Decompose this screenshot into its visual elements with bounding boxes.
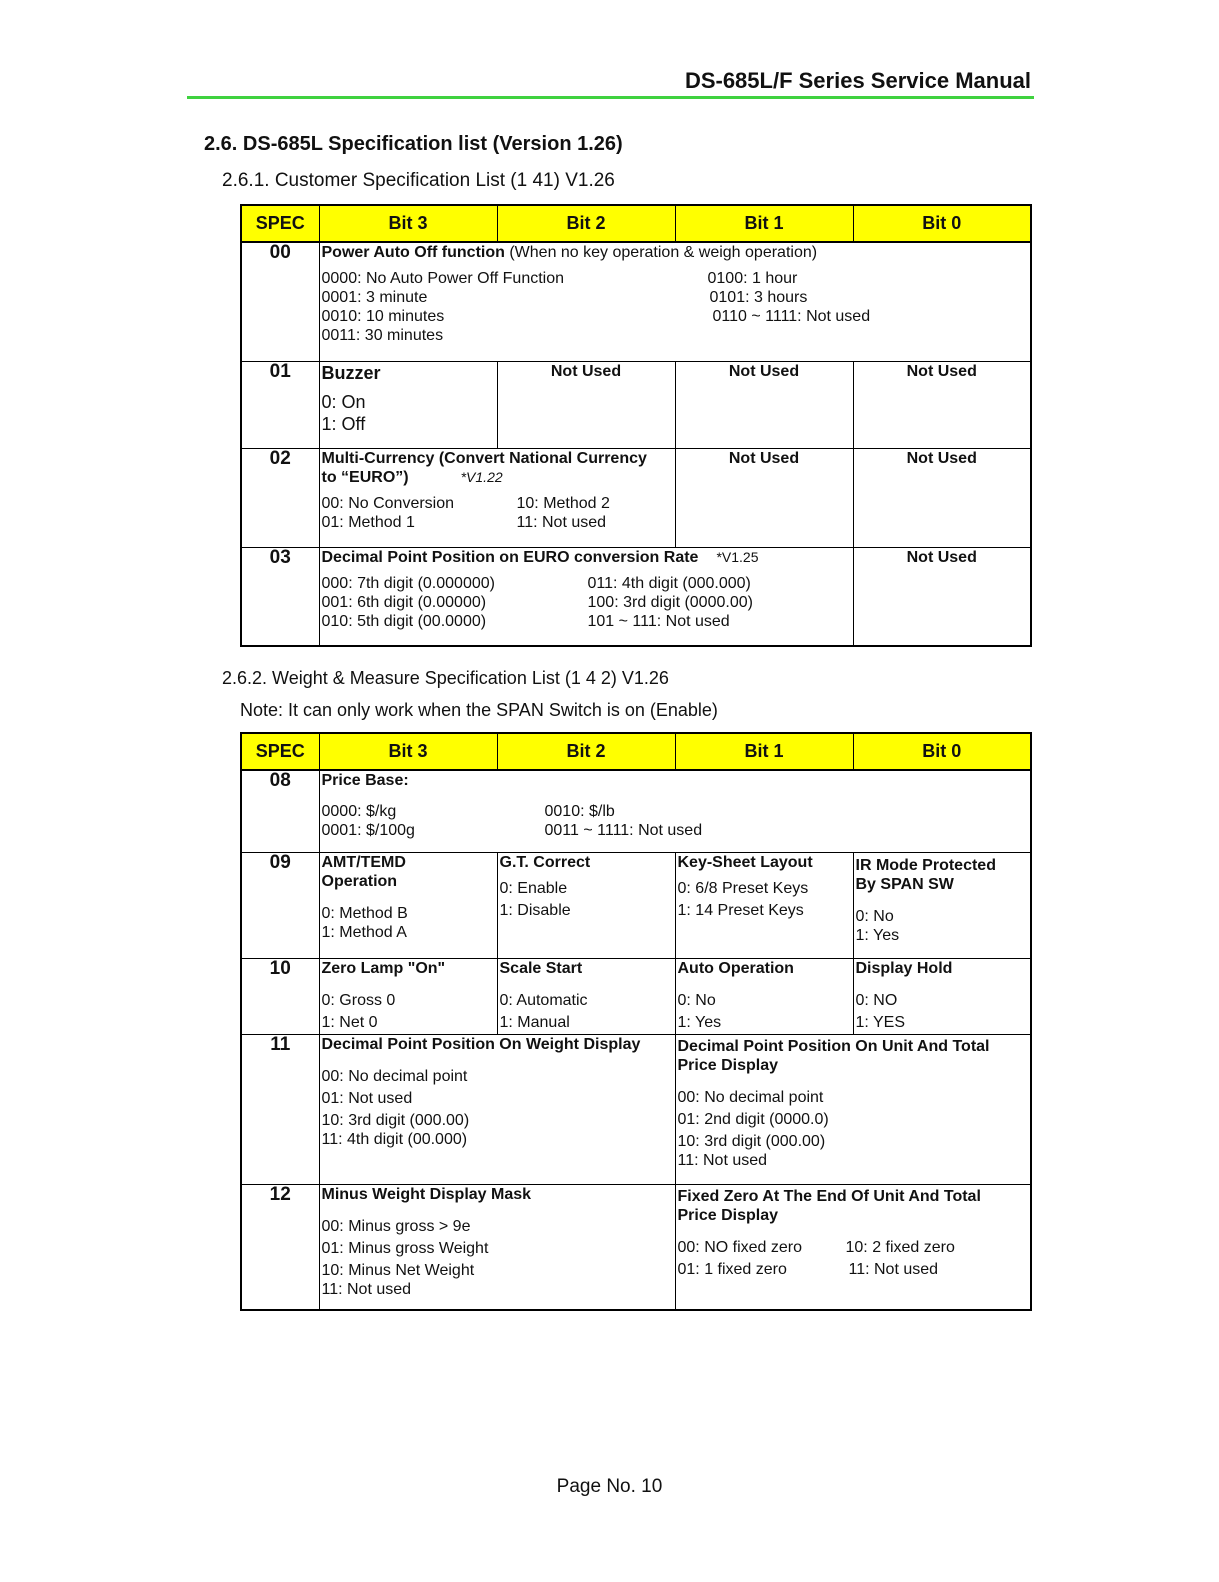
spec-title: Fixed Zero At The End Of Unit And Total [677,1187,981,1205]
table-row [241,852,1031,958]
spec-description [319,770,1031,852]
bit1-cell [675,958,853,1034]
spec-title: to “EURO”) [321,468,409,486]
option-text: 000: 7th digit (0.000000) [321,574,495,592]
option-text: 01: 2nd digit (0000.0) [677,1110,829,1128]
option-text: 01: Method 1 [321,513,415,531]
spec-title: Decimal Point Position On Unit And Total [677,1037,990,1055]
table-row [241,361,1031,448]
option-text: 11: Not used [516,513,607,531]
not-used-cell: Not Used [675,361,853,448]
table-header-row [241,733,1031,770]
header-bit2: Bit 2 [497,205,675,242]
option-text: 10: 3rd digit (000.00) [677,1132,826,1150]
table-row [241,448,1031,547]
option-text: 1: 14 Preset Keys [677,901,804,919]
header-spec: SPEC [241,205,319,242]
header-bit3: Bit 3 [319,733,497,770]
option-text: 0010: $/lb [544,803,615,820]
option-text: 0: 6/8 Preset Keys [677,879,809,897]
option-text: 0: No [677,991,716,1009]
option-text: 00: No decimal point [677,1088,824,1106]
spec-title: Price Display [677,1206,778,1224]
option-text: 01: 1 fixed zero [677,1260,787,1278]
customer-spec-title: 2.6.1. Customer Specification List (1 41) V1.26 [222,170,615,191]
option-text: 0: Method B [321,904,408,922]
header-bit1: Bit 1 [675,733,853,770]
option-text: 0110 ~ 1111: Not used [712,308,871,325]
table-header-row [241,205,1031,242]
option-text: 10: Method 2 [516,494,610,512]
spec-title: Buzzer [321,362,381,383]
bit-title: Zero Lamp "On" [321,959,446,977]
table-row [241,958,1031,1034]
option-text: 101 ~ 111: Not used [587,612,730,630]
option-text: 0000: $/kg [321,803,397,820]
option-text: 0: Gross 0 [321,991,396,1009]
bit-title: AMT/TEMD [321,853,406,871]
option-text: 1: Net 0 [321,1013,378,1031]
option-text: 01: Minus gross Weight [321,1239,489,1257]
customer-spec-table [240,204,1032,647]
option-text: 11: Not used [677,1151,768,1169]
bit2-cell [497,852,675,958]
not-used-cell: Not Used [853,361,1031,448]
option-text: 1: Manual [499,1013,570,1031]
bit3-cell [319,958,497,1034]
spec-title: Multi-Currency (Convert National Currency [321,449,647,467]
option-text: 00: NO fixed zero [677,1238,802,1256]
bit-title: Operation [321,872,398,890]
header-bit0: Bit 0 [853,733,1031,770]
header-title: DS-685L/F Series Service Manual [684,68,1031,93]
option-text: 1: Yes [677,1013,722,1031]
table-row [241,547,1031,646]
option-text: 100: 3rd digit (0000.00) [587,593,753,611]
spec-number: 12 [241,1184,319,1310]
option-text: 01: Not used [321,1089,413,1107]
option-text: 0100: 1 hour [707,270,798,287]
option-text: 011: 4th digit (000.000) [587,574,751,592]
spec-title: Decimal Point Position On Weight Display [321,1035,641,1053]
spec-description [319,448,675,547]
option-text: 10: 2 fixed zero [845,1238,955,1256]
header-bit2: Bit 2 [497,733,675,770]
option-text: 0011 ~ 1111: Not used [544,822,703,839]
spec-description [319,361,497,448]
option-text: 0000: No Auto Power Off Function [321,270,565,287]
option-text: 1: Method A [321,923,407,941]
header-rule [187,96,1034,99]
option-text: 0001: $/100g [321,822,415,839]
table-row [241,242,1031,361]
section-title: 2.6. DS-685L Specification list (Version 1.26) [204,133,623,155]
spec-number: 11 [241,1034,319,1184]
spec-title-note: (When no key operation & weigh operation) [504,244,818,261]
option-text: 11: Not used [321,1280,412,1298]
table-row [241,770,1031,852]
spec-number: 00 [241,242,319,361]
bit0-cell [853,852,1031,958]
version-note: *V1.25 [716,548,759,565]
bit2-cell [497,958,675,1034]
table-row [241,1034,1031,1184]
spec-description [319,1184,675,1310]
spec-number: 01 [241,361,319,448]
option-text: 0010: 10 minutes [321,308,445,325]
spec-description [319,242,1031,361]
version-note: *V1.22 [460,468,503,485]
option-text: 11: 4th digit (00.000) [321,1130,468,1148]
option-text: 0001: 3 minute [321,289,428,306]
spec-description [675,1034,1031,1184]
option-text: 1: Disable [499,901,571,919]
spec-number: 10 [241,958,319,1034]
option-text: 0101: 3 hours [709,289,808,306]
bit-title: G.T. Correct [499,853,591,871]
bit-title: IR Mode Protected [855,856,996,874]
option-text: 0: On [321,391,366,412]
spec-number: 09 [241,852,319,958]
spec-title: Price Display [677,1056,778,1074]
bit-title: Auto Operation [677,959,794,977]
option-text: 10: 3rd digit (000.00) [321,1111,470,1129]
header-bit0: Bit 0 [853,205,1031,242]
bit-title: By SPAN SW [855,875,954,893]
spec-description [319,1034,675,1184]
option-text: 10: Minus Net Weight [321,1261,475,1279]
not-used-cell: Not Used [675,448,853,547]
spec-title: Price Base: [321,772,409,789]
bit-title: Display Hold [855,959,953,977]
span-switch-note: Note: It can only work when the SPAN Switch is on (Enable) [240,700,718,720]
weight-spec-table [240,732,1032,1311]
option-text: 010: 5th digit (00.0000) [321,612,487,630]
header-bit1: Bit 1 [675,205,853,242]
option-text: 0011: 30 minutes [321,327,444,344]
spec-title: Decimal Point Position on EURO conversion Rate [321,548,699,566]
spec-title: Minus Weight Display Mask [321,1185,532,1203]
spec-number: 03 [241,547,319,646]
weight-spec-title: 2.6.2. Weight & Measure Specification List (1 4 2) V1.26 [222,668,669,688]
option-text: 0: No [855,907,894,925]
spec-number: 08 [241,770,319,852]
spec-description [675,1184,1031,1310]
bit1-cell [675,852,853,958]
spec-number: 02 [241,448,319,547]
option-text: 00: No decimal point [321,1067,468,1085]
bit0-cell [853,958,1031,1034]
spec-description [319,547,853,646]
bit3-cell [319,852,497,958]
option-text: 0: NO [855,991,898,1009]
header-spec: SPEC [241,733,319,770]
option-text: 0: Enable [499,879,568,897]
not-used-cell: Not Used [497,361,675,448]
option-text: 0: Automatic [499,991,588,1009]
header-bit3: Bit 3 [319,205,497,242]
option-text: 1: Off [321,413,366,434]
not-used-cell: Not Used [853,547,1031,646]
option-text: 00: Minus gross > 9e [321,1217,471,1235]
bit-title: Key-Sheet Layout [677,853,813,871]
not-used-cell: Not Used [853,448,1031,547]
page-number: Page No. 10 [556,1476,663,1497]
option-text: 00: No Conversion [321,494,455,512]
table-row [241,1184,1031,1310]
option-text: 001: 6th digit (0.00000) [321,593,487,611]
option-text: 1: YES [855,1013,906,1031]
spec-title: Power Auto Off function [321,244,505,261]
option-text: 11: Not used [848,1260,939,1278]
option-text: 1: Yes [855,926,900,944]
bit-title: Scale Start [499,959,583,977]
